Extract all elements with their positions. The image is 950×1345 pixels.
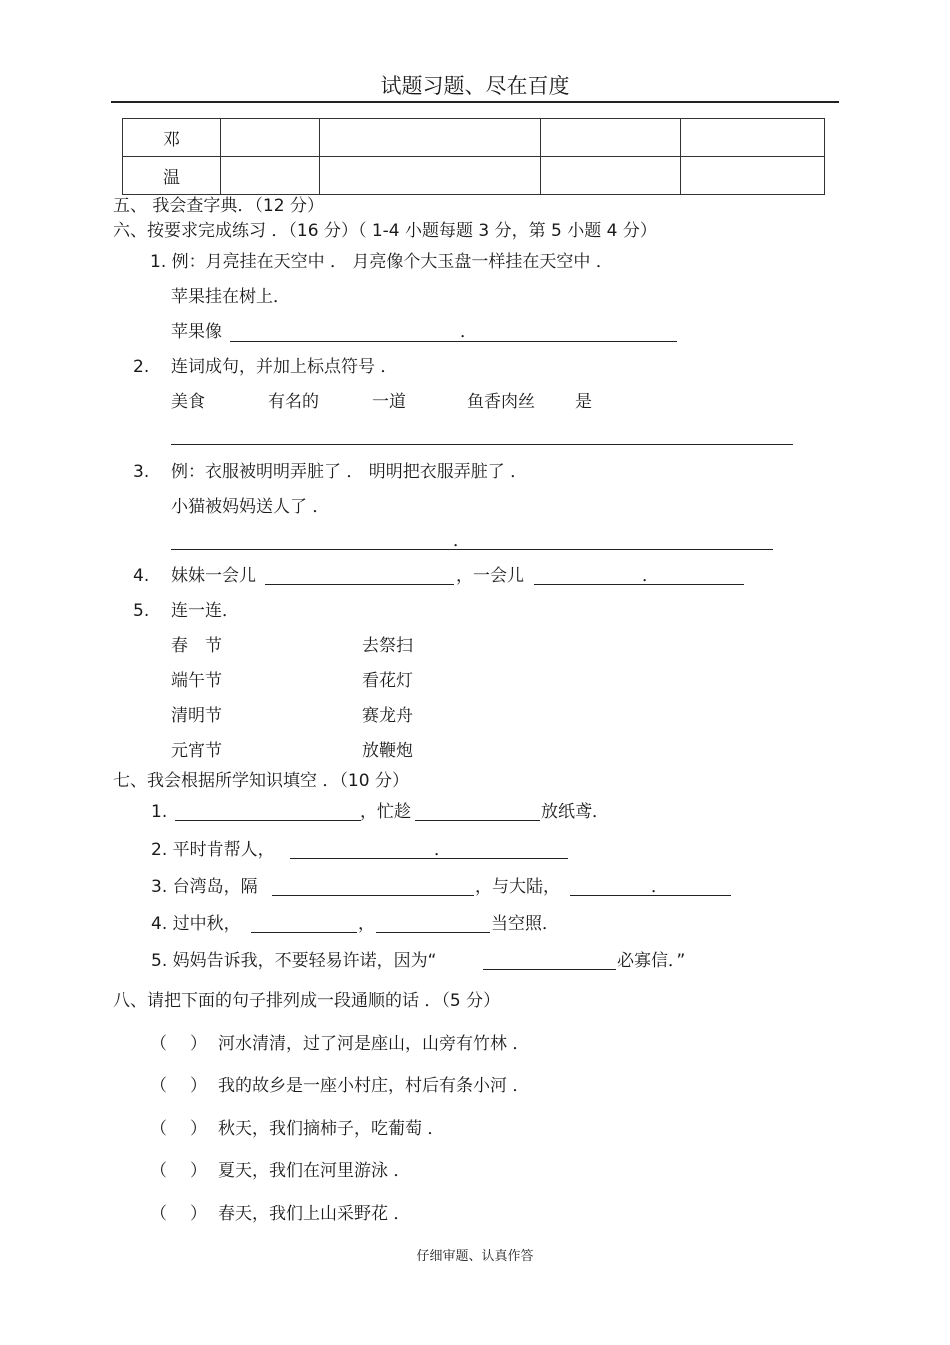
answer-line[interactable] (171, 444, 793, 445)
paren-open: （ (150, 1161, 167, 1181)
activity-item[interactable]: 放鞭炮 (362, 741, 413, 761)
page-footer: 仔细审题、认真作答 (416, 1249, 534, 1264)
festival-item[interactable]: 元宵节 (171, 741, 222, 761)
table-cell-blank[interactable] (320, 119, 541, 157)
festival-item[interactable]: 清明节 (171, 706, 222, 726)
section-5-title: 五、 我会查字典．（12 分） (113, 196, 324, 216)
q7-2-label: 2. 平时肯帮人， (151, 840, 275, 860)
line-dot: ． (651, 877, 668, 897)
paren-open: （ (150, 1076, 167, 1096)
table-cell-blank[interactable] (541, 119, 681, 157)
festival-item[interactable]: 端午节 (171, 671, 222, 691)
table-row (123, 157, 825, 195)
answer-line[interactable] (290, 858, 568, 859)
header-rule (111, 101, 839, 103)
answer-line[interactable] (272, 895, 474, 896)
answer-line[interactable] (171, 549, 773, 550)
table-cell-char: 温 (123, 157, 221, 195)
q6-1-prompt: 苹果像 (171, 322, 222, 342)
q6-2-word: 有名的 (268, 392, 319, 412)
paren-open: （ (150, 1034, 167, 1054)
table-cell-blank[interactable] (541, 157, 681, 195)
dictionary-table (122, 118, 825, 195)
q6-3-number: 3. (133, 462, 150, 482)
q6-2-number: 2. (133, 357, 150, 377)
answer-line[interactable] (251, 932, 357, 933)
q7-4-end: 当空照． (491, 914, 559, 934)
q6-4-number: 4. (133, 566, 150, 586)
q7-4-label: 4. 过中秋， (151, 914, 241, 934)
q6-3-example: 例：衣服被明明弄脏了 ． 明明把衣服弄脏了 ． (171, 462, 528, 482)
q7-5-label: 5. 妈妈告诉我，不要轻易许诺，因为“ (151, 951, 437, 971)
q7-3-label: 3. 台湾岛，隔 (151, 877, 258, 897)
page-header-title: 试题习题、尽在百度 (380, 74, 570, 98)
q7-3-mid: ，与大陆， (475, 877, 560, 897)
line-dot: ． (642, 566, 659, 586)
table-cell-blank[interactable] (681, 119, 825, 157)
sentence-item: 春天，我们上山采野花 ． (218, 1204, 411, 1224)
section-8-title: 八、请把下面的句子排列成一段通顺的话 ．（5 分） (113, 991, 501, 1011)
q6-4-text: ，一会儿 (456, 566, 524, 586)
q7-5-end: 必寡信．” (617, 951, 686, 971)
activity-item[interactable]: 去祭扫 (362, 636, 413, 656)
table-cell-blank[interactable] (221, 157, 320, 195)
answer-line[interactable] (265, 584, 454, 585)
activity-item[interactable]: 赛龙舟 (362, 706, 413, 726)
answer-line[interactable] (175, 820, 361, 821)
answer-line[interactable] (230, 341, 677, 342)
line-dot: ． (434, 840, 451, 860)
order-input[interactable]: ） (190, 1034, 207, 1054)
table-cell-blank[interactable] (681, 157, 825, 195)
order-input[interactable]: ） (190, 1161, 207, 1181)
q6-2-word: 美食 (171, 392, 205, 412)
q6-5-number: 5. (133, 601, 150, 621)
line-dot: ． (460, 322, 477, 342)
table-cell-char: 邓 (123, 119, 221, 157)
q7-1-end: 放纸鸢． (541, 802, 609, 822)
table-cell-blank[interactable] (320, 157, 541, 195)
q6-2-word: 一道 (372, 392, 406, 412)
table-row (123, 119, 825, 157)
q7-4-comma: ， (358, 914, 375, 934)
paren-open: （ (150, 1119, 167, 1139)
festival-item[interactable]: 春 节 (171, 636, 222, 656)
paren-open: （ (150, 1204, 167, 1224)
answer-line[interactable] (534, 584, 744, 585)
answer-line[interactable] (415, 820, 540, 821)
q7-1-number: 1. (151, 802, 168, 822)
section-6-title: 六、按要求完成练习 ．（16 分）（ 1-4 小题每题 3 分，第 5 小题 4 分） (113, 221, 657, 241)
q6-3-given: 小猫被妈妈送人了 ． (171, 497, 330, 517)
q6-1-given: 苹果挂在树上． (171, 287, 290, 307)
q6-2-word: 鱼香肉丝 (467, 392, 535, 412)
q7-1-mid: ，忙趁 (360, 802, 411, 822)
line-dot: ． (453, 531, 470, 551)
q6-4-text: 妹妹一会儿 (171, 566, 256, 586)
q6-2-word: 是 (575, 392, 592, 412)
order-input[interactable]: ） (190, 1076, 207, 1096)
sentence-item: 我的故乡是一座小村庄，村后有条小河 ． (218, 1076, 530, 1096)
sentence-item: 夏天，我们在河里游泳 ． (218, 1161, 411, 1181)
activity-item[interactable]: 看花灯 (362, 671, 413, 691)
order-input[interactable]: ） (190, 1204, 207, 1224)
q6-2-instruction: 连词成句，并加上标点符号 ． (171, 357, 398, 377)
q6-5-instruction: 连一连． (171, 601, 239, 621)
section-7-title: 七、我会根据所学知识填空 ．（10 分） (113, 771, 409, 791)
order-input[interactable]: ） (190, 1119, 207, 1139)
sentence-item: 秋天，我们摘柿子，吃葡萄 ． (218, 1119, 445, 1139)
q6-1-example: 1. 例：月亮挂在天空中 ． 月亮像个大玉盘一样挂在天空中 ． (150, 252, 613, 272)
answer-line[interactable] (483, 969, 616, 970)
table-cell-blank[interactable] (221, 119, 320, 157)
sentence-item: 河水清清，过了河是座山，山旁有竹林 ． (218, 1034, 530, 1054)
answer-line[interactable] (376, 932, 490, 933)
